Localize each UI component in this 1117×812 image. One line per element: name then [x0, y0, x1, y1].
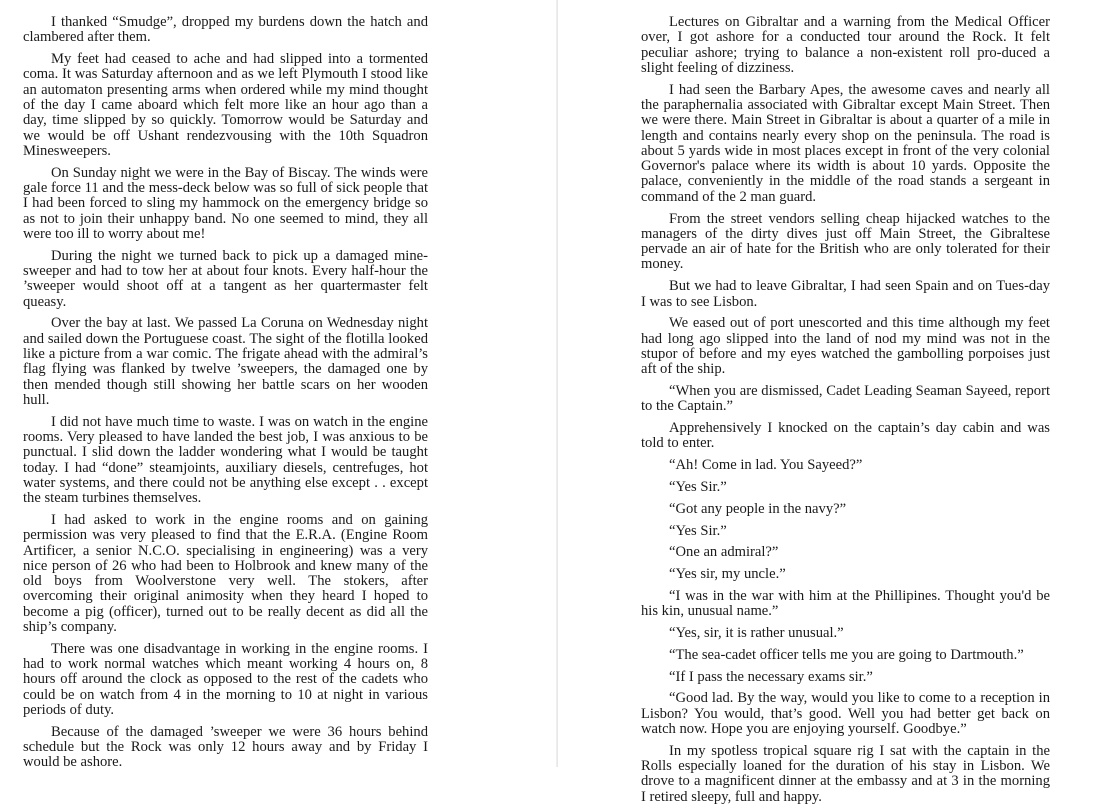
paragraph: Over the bay at last. We passed La Coruna on Wednesday night and sailed down the Portuguese coast. The sight of the flotilla looked like a picture from a war comic. The frigate ahead with the admiral’s flag flying was flanked by twelve ’sweepers, the damaged one by then mended though still showing her battle scars on her wooden hull.: [23, 315, 428, 408]
dialogue-line: “One an admiral?”: [669, 544, 779, 561]
dialogue-line: “Got any people in the navy?”: [669, 500, 847, 517]
dialogue-line: “I was in the war with him at the Phillipines. Thought you'd be his kin, unusual name.”: [641, 588, 1050, 620]
paragraph: I did not have much time to waste. I was on watch in the engine rooms. Very pleased to have landed the best job, I was anxious to be punctual. I slid down the ladder wondering what I would be taught today. I had “done” steamjoints, auxiliary diesels, centrefuges, hot water systems, and there could not be anything else except . . except the steam turbines themselves.: [23, 413, 428, 507]
right-page: [558, 0, 1117, 805]
paragraph: I had asked to work in the engine rooms and on gaining permission was very pleased to find that the E.R.A. (Engine Room Artificer, a senior N.C.O. specialising in engineering) was a very nice person of 26 who had been to Holbrook and knew many of the old boys from Woolverstone very well. The stokers, after overcoming their original animosity when they heard I hoped to become a pig (officer), turned out to be really decent as did all the ship’s company.: [23, 511, 428, 635]
left-page-text-column: [23, 15, 428, 777]
dialogue-line: “Yes, sir, it is rather unusual.”: [669, 625, 844, 642]
dialogue-line: “Ah! Come in lad. You Sayeed?”: [669, 457, 863, 474]
paragraph: From the street vendors selling cheap hijacked watches to the managers of the dirty dives just off Main Street, the Gibraltese pervade an air of hate for the British who are only tolerated for their money.: [641, 210, 1050, 273]
dialogue-line: “Yes Sir.”: [669, 479, 727, 496]
paragraph: “When you are dismissed, Cadet Leading Seaman Sayeed, report to the Captain.”: [641, 383, 1050, 415]
left-page: [0, 0, 558, 771]
dialogue-line: “Yes sir, my uncle.”: [669, 566, 786, 583]
paragraph: There was one disadvantage in working in the engine rooms. I had to work normal watches which meant working 4 hours on, 8 hours off around the clock as opposed to the rest of the cadets who could be on watch from 4 in the morning to 10 at night in various periods of duty.: [23, 640, 428, 718]
paragraph: But we had to leave Gibraltar, I had seen Spain and on Tues-day I was to see Lisbon.: [641, 278, 1050, 310]
dialogue-line: “The sea-cadet officer tells me you are going to Dartmouth.”: [669, 646, 1024, 663]
paragraph: Apprehensively I knocked on the captain’s day cabin and was told to enter.: [641, 420, 1050, 452]
paragraph: Lectures on Gibraltar and a warning from the Medical Officer over, I got ashore for a conducted tour around the Rock. It felt peculiar ashore; trying to balance a non-existent roll pro-duced a slight feeling of dizziness.: [641, 14, 1050, 76]
paragraph: I had seen the Barbary Apes, the awesome caves and nearly all the paraphernalia associated with Gibraltar except Main Street. Then we were there. Main Street in Gibraltar is about a quarter of a mile in length and contains nearly every shop on the peninsula. The road is about 5 yards wide in most places except in front of the very colonial Governor's palace where its width is about 10 yards. Opposite the palace, conveniently in the middle of the road stands a sergeant in command of the 2 man guard.: [641, 81, 1050, 205]
dialogue-line: “If I pass the necessary exams sir.”: [669, 668, 873, 685]
paragraph: In my spotless tropical square rig I sat with the captain in the Rolls especially loaned for the duration of his stay in Lisbon. We drove to a magnificent dinner at the embassy and at 3 in the morning I retired sleepy, full and happy.: [641, 742, 1050, 805]
dialogue-line: “Yes Sir.”: [669, 522, 727, 539]
dialogue-line: “Good lad. By the way, would you like to come to a reception in Lisbon? You would, that’s good. Well you had better get back on watch now. Hope you are enjoying yourself. Goodbye.”: [641, 690, 1050, 738]
paragraph: I thanked “Smudge”, dropped my burdens down the hatch and clambered after them.: [23, 14, 428, 46]
paragraph: My feet had ceased to ache and had slipped into a tormented coma. It was Saturday afternoon and as we left Plymouth I stood like an automaton presenting arms when ordered while my mind thought of the day I came aboard which felt more like an hour ago than a day, time slipped by so quickly. Tomorrow would be Saturday and we would be off Ushant rendezvousing with the 10th Squadron Minesweepers.: [23, 51, 428, 159]
paragraph: We eased out of port unescorted and this time although my feet had long ago slipped into the land of nod my mind was not in the stupor of before and my eyes watched the gambolling porpoises just aft of the ship.: [641, 315, 1050, 378]
right-page-text-column: [641, 15, 1050, 812]
paragraph: On Sunday night we were in the Bay of Biscay. The winds were gale force 11 and the mess-deck below was so full of sick people that I had been forced to sling my hammock on the emergency bridge so as not to join their unhappy band. No one seemed to mind, they all were too ill to worry about me!: [23, 164, 428, 242]
paragraph: During the night we turned back to pick up a damaged mine-sweeper and had to tow her at about four knots. Every half-hour the ’sweeper would shoot off at a tangent as her quartermaster felt queasy.: [23, 247, 428, 310]
paragraph: Because of the damaged ’sweeper we were 36 hours behind schedule but the Rock was only 12 hours away and by Friday I would be ashore.: [23, 723, 428, 771]
